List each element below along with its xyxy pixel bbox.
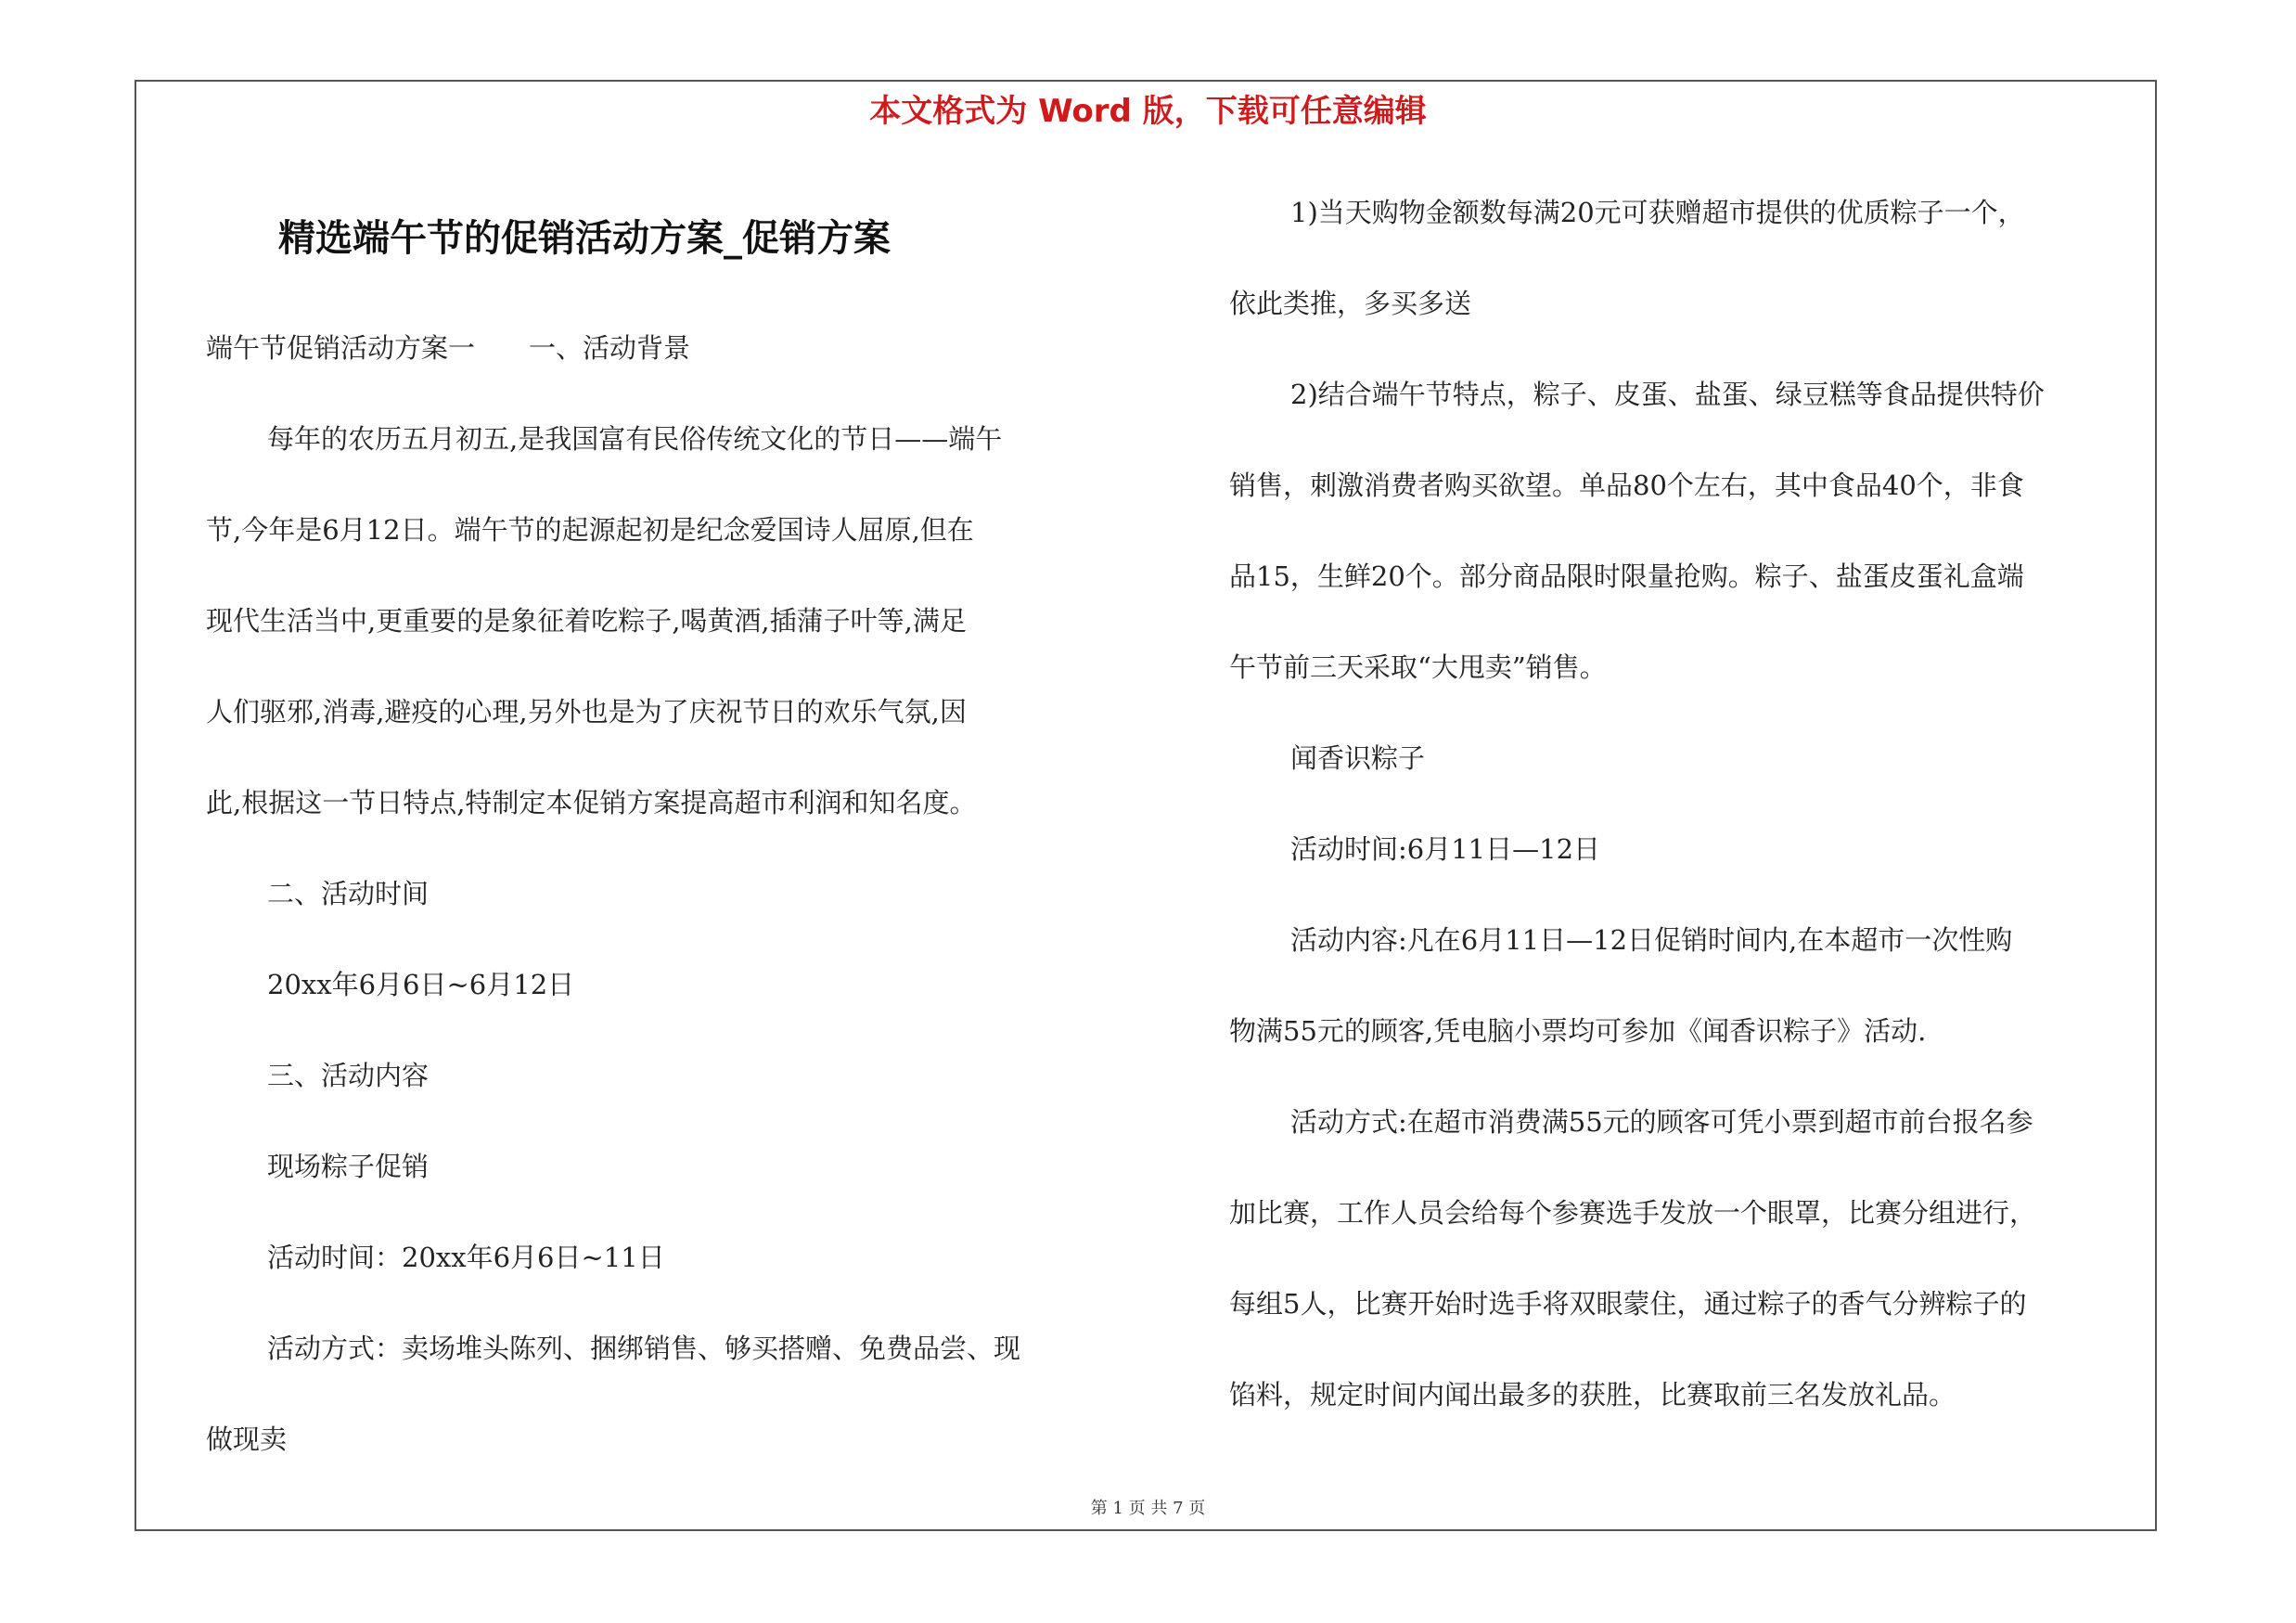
paragraph-line: 20xx年6月6日~6月12日 [267,969,575,1000]
paragraph-line: 人们驱邪,消毒,避疫的心理,另外也是为了庆祝节日的欢乐气氛,因 [206,696,967,728]
paragraph-line: 每组5人，比赛开始时选手将双眼蒙住，通过粽子的香气分辨粽子的 [1229,1288,2027,1320]
paragraph-line: 活动方式：卖场堆头陈列、捆绑销售、够买搭赠、免费品尝、现 [267,1333,1021,1364]
paragraph-line: 三、活动内容 [267,1060,430,1091]
paragraph-line: 馅料，规定时间内闻出最多的获胜，比赛取前三名发放礼品。 [1229,1379,1956,1410]
paragraph-line: 品15，生鲜20个。部分商品限时限量抢购。粽子、盐蛋皮蛋礼盒端 [1229,560,2024,592]
paragraph-line: 现场粽子促销 [267,1151,430,1182]
paragraph-line: 加比赛，工作人员会给每个参赛选手发放一个眼罩，比赛分组进行， [1229,1197,2037,1229]
paragraph-line: 二、活动时间 [267,878,430,909]
page-footer: 第 1 页 共 7 页 [1090,1499,1206,1518]
paragraph-line: 活动时间:6月11日—12日 [1290,833,1601,865]
left-column [206,303,1020,1485]
paragraph-line: 销售，刺激消费者购买欲望。单品80个左右，其中食品40个，非食 [1229,470,2024,501]
paragraph-line: 2)结合端午节特点，粽子、皮蛋、盐蛋、绿豆糕等食品提供特价 [1290,379,2045,410]
paragraph-line: 依此类推，多买多送 [1229,288,1472,319]
right-column [1229,167,2045,1440]
paragraph-line: 活动方式:在超市消费满55元的顾客可凭小票到超市前台报名参 [1290,1106,2033,1138]
paragraph-line: 端午节促销活动方案一 一、活动背景 [206,332,691,364]
paragraph-line: 午节前三天采取“大甩卖”销售。 [1229,651,1607,683]
paragraph-line: 活动内容:凡在6月11日—12日促销时间内,在本超市一次性购 [1290,924,2013,956]
page-title: 精选端午节的促销活动方案_促销方案 [278,217,891,260]
paragraph-line: 活动时间：20xx年6月6日~11日 [267,1242,665,1273]
paragraph-line: 每年的农历五月初五,是我国富有民俗传统文化的节日——端午 [267,423,1003,455]
paragraph-line: 此,根据这一节日特点,特制定本促销方案提高超市利润和知名度。 [206,787,977,818]
paragraph-line: 现代生活当中,更重要的是象征着吃粽子,喝黄酒,插蒲子叶等,满足 [206,605,967,637]
paragraph-line: 物满55元的顾客,凭电脑小票均可参加《闻香识粽子》活动. [1229,1015,1927,1047]
word-format-banner: 本文格式为 Word 版，下载可任意编辑 [869,93,1427,130]
paragraph-line: 节,今年是6月12日。端午节的起源起初是纪念爱国诗人屈原,但在 [206,514,974,546]
paragraph-line: 1)当天购物金额数每满20元可获赠超市提供的优质粽子一个， [1290,197,2025,228]
paragraph-line: 做现卖 [206,1423,288,1455]
paragraph-line: 闻香识粽子 [1290,742,1426,774]
